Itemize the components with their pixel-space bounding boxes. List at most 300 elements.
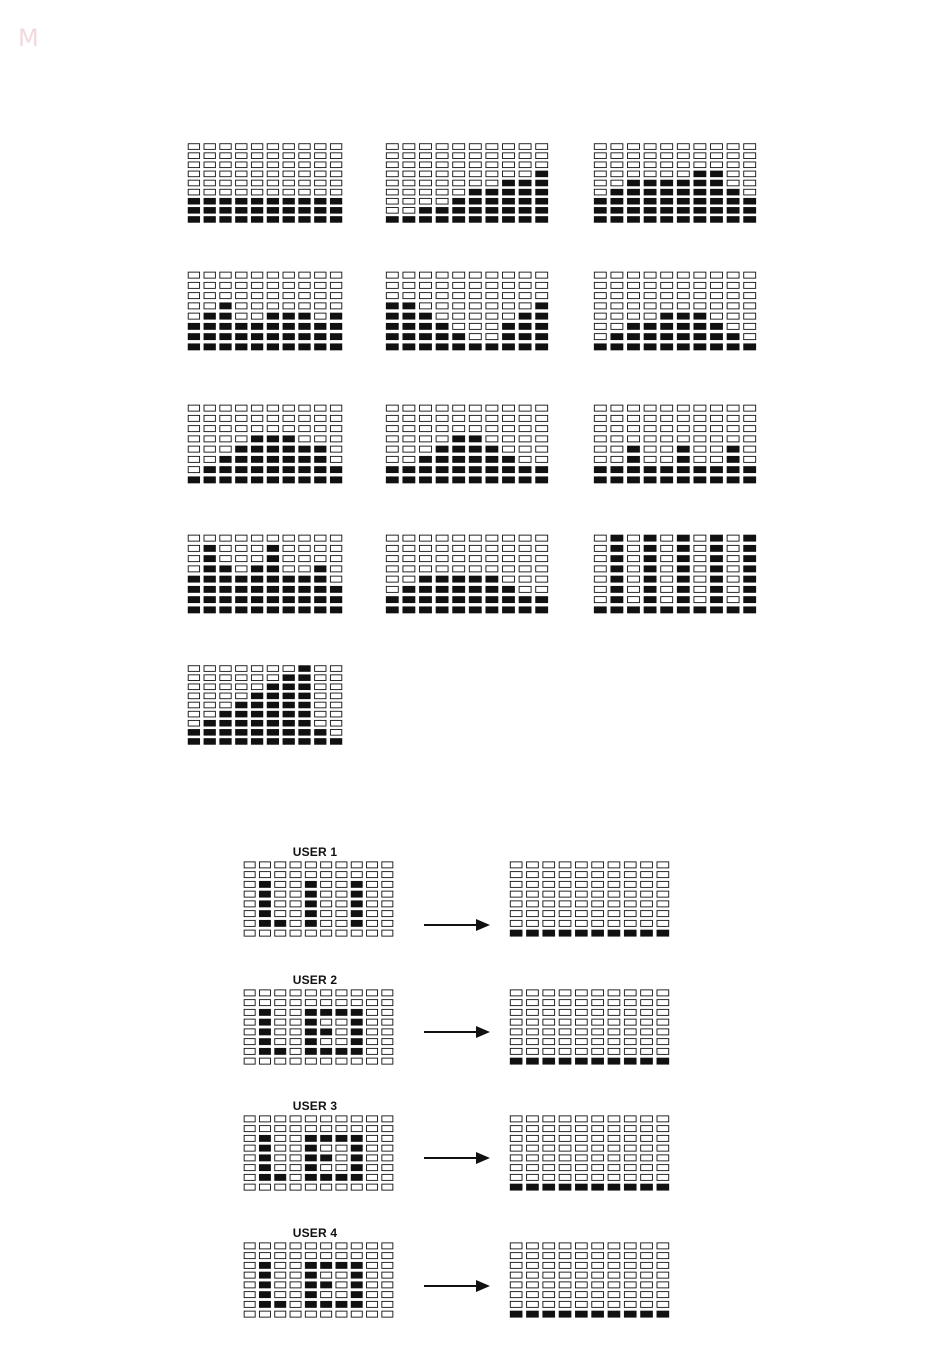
led-segment-off	[188, 313, 199, 319]
led-segment-on	[420, 586, 432, 592]
led-segment-off	[608, 1000, 620, 1006]
led-segment-off	[594, 153, 606, 159]
led-segment-on	[469, 198, 481, 204]
led-segment-off	[594, 535, 606, 541]
led-segment-on	[220, 198, 231, 204]
led-segment-on	[267, 456, 278, 462]
led-segment-on	[628, 198, 640, 204]
led-segment-on	[694, 607, 706, 613]
led-segment-on	[559, 1058, 571, 1064]
led-segment-on	[315, 730, 326, 736]
led-segment-off	[321, 930, 332, 936]
led-segment-off	[641, 1029, 653, 1035]
led-segment-off	[259, 930, 270, 936]
led-segment-off	[367, 1145, 378, 1151]
led-segment-off	[382, 1000, 393, 1006]
led-segment-off	[503, 576, 515, 582]
display-pattern-10	[186, 533, 344, 615]
led-segment-off	[592, 862, 604, 868]
led-segment-off	[543, 990, 555, 996]
led-segment-off	[321, 1039, 332, 1045]
led-segment-off	[543, 1301, 555, 1307]
led-segment-on	[188, 198, 199, 204]
led-segment-off	[420, 446, 432, 452]
led-segment-off	[543, 1029, 555, 1035]
led-segment-off	[594, 171, 606, 177]
led-segment-off	[220, 545, 231, 551]
led-segment-off	[283, 189, 294, 195]
led-segment-off	[559, 990, 571, 996]
led-segment-off	[386, 426, 398, 432]
led-segment-off	[503, 153, 515, 159]
led-segment-off	[336, 1058, 347, 1064]
led-segment-off	[403, 446, 415, 452]
led-segment-off	[661, 597, 673, 603]
led-segment-off	[657, 911, 669, 917]
led-segment-on	[251, 693, 262, 699]
led-segment-off	[236, 693, 247, 699]
led-segment-off	[661, 272, 673, 278]
led-segment-on	[711, 467, 723, 473]
led-segment-off	[575, 1155, 587, 1161]
led-segment-off	[367, 930, 378, 936]
led-segment-off	[275, 1155, 286, 1161]
led-segment-on	[204, 597, 215, 603]
led-segment-off	[251, 303, 262, 309]
led-segment-off	[744, 426, 756, 432]
led-segment-off	[204, 189, 215, 195]
led-segment-off	[275, 930, 286, 936]
led-segment-on	[315, 323, 326, 329]
led-segment-off	[510, 1019, 522, 1025]
led-segment-off	[575, 862, 587, 868]
led-segment-off	[283, 293, 294, 299]
led-segment-on	[386, 303, 398, 309]
led-segment-off	[315, 303, 326, 309]
led-segment-on	[188, 344, 199, 350]
led-segment-off	[330, 456, 341, 462]
led-segment-on	[321, 1282, 332, 1288]
led-segment-off	[188, 684, 199, 690]
led-segment-off	[536, 144, 548, 150]
led-segment-off	[321, 990, 332, 996]
led-grid	[508, 1241, 671, 1319]
led-segment-off	[744, 189, 756, 195]
led-segment-off	[661, 436, 673, 442]
led-segment-off	[436, 556, 448, 562]
led-segment-off	[236, 272, 247, 278]
led-segment-off	[575, 891, 587, 897]
led-segment-off	[382, 1058, 393, 1064]
led-segment-on	[657, 1184, 669, 1190]
led-segment-off	[486, 415, 498, 421]
led-segment-on	[575, 1311, 587, 1317]
led-segment-off	[628, 545, 640, 551]
led-segment-on	[305, 1262, 316, 1268]
led-segment-off	[469, 153, 481, 159]
led-segment-off	[641, 1272, 653, 1278]
led-segment-on	[744, 217, 756, 223]
led-segment-on	[536, 189, 548, 195]
led-segment-on	[624, 1311, 636, 1317]
led-segment-off	[283, 180, 294, 186]
led-segment-off	[244, 1272, 255, 1278]
led-segment-off	[608, 1243, 620, 1249]
led-segment-off	[559, 1135, 571, 1141]
led-segment-on	[259, 1262, 270, 1268]
led-segment-on	[657, 1058, 669, 1064]
led-segment-off	[188, 711, 199, 717]
led-segment-on	[267, 566, 278, 572]
led-segment-on	[503, 607, 515, 613]
led-segment-off	[592, 872, 604, 878]
led-segment-off	[403, 293, 415, 299]
led-segment-off	[543, 1262, 555, 1268]
led-segment-on	[536, 334, 548, 340]
led-segment-off	[386, 198, 398, 204]
led-segment-off	[744, 144, 756, 150]
led-segment-on	[711, 566, 723, 572]
led-segment-off	[727, 556, 739, 562]
led-segment-off	[503, 162, 515, 168]
led-segment-off	[453, 171, 465, 177]
led-segment-off	[624, 911, 636, 917]
led-segment-on	[236, 607, 247, 613]
led-segment-on	[283, 576, 294, 582]
led-segment-off	[259, 1058, 270, 1064]
led-segment-off	[510, 1048, 522, 1054]
led-segment-on	[259, 881, 270, 887]
led-segment-on	[644, 344, 656, 350]
led-segment-off	[527, 1292, 539, 1298]
led-segment-off	[527, 901, 539, 907]
led-segment-on	[236, 576, 247, 582]
led-segment-off	[527, 911, 539, 917]
led-segment-off	[386, 535, 398, 541]
led-segment-on	[305, 891, 316, 897]
led-segment-on	[420, 208, 432, 214]
led-segment-off	[611, 405, 623, 411]
led-segment-off	[594, 426, 606, 432]
led-segment-off	[744, 282, 756, 288]
led-segment-on	[536, 171, 548, 177]
led-segment-on	[677, 477, 689, 483]
led-segment-off	[594, 189, 606, 195]
led-segment-off	[251, 153, 262, 159]
led-segment-off	[503, 144, 515, 150]
led-segment-on	[644, 607, 656, 613]
led-segment-off	[290, 901, 301, 907]
led-segment-off	[220, 180, 231, 186]
led-segment-off	[382, 1029, 393, 1035]
led-segment-on	[259, 1135, 270, 1141]
led-segment-off	[283, 303, 294, 309]
led-segment-off	[351, 1243, 362, 1249]
led-segment-on	[628, 180, 640, 186]
led-segment-off	[321, 1184, 332, 1190]
led-segment-on	[283, 684, 294, 690]
led-segment-on	[611, 545, 623, 551]
led-segment-off	[628, 162, 640, 168]
led-segment-on	[694, 208, 706, 214]
led-segment-on	[536, 467, 548, 473]
led-segment-off	[305, 862, 316, 868]
led-segment-on	[677, 189, 689, 195]
led-segment-off	[330, 436, 341, 442]
led-segment-on	[611, 597, 623, 603]
led-segment-on	[386, 313, 398, 319]
led-segment-on	[677, 556, 689, 562]
led-segment-off	[641, 1282, 653, 1288]
led-segment-on	[711, 171, 723, 177]
led-segment-on	[220, 477, 231, 483]
led-segment-on	[315, 597, 326, 603]
led-segment-on	[299, 323, 310, 329]
led-segment-off	[367, 1126, 378, 1132]
user-2-before-grid	[242, 988, 395, 1066]
led-segment-off	[503, 171, 515, 177]
led-segment-off	[251, 162, 262, 168]
led-segment-off	[336, 911, 347, 917]
led-segment-off	[575, 1135, 587, 1141]
led-segment-off	[575, 901, 587, 907]
led-segment-off	[510, 1000, 522, 1006]
led-segment-off	[486, 405, 498, 411]
led-segment-on	[644, 586, 656, 592]
led-segment-off	[641, 1048, 653, 1054]
led-segment-off	[527, 872, 539, 878]
led-segment-off	[727, 180, 739, 186]
led-segment-on	[299, 684, 310, 690]
led-segment-off	[559, 911, 571, 917]
led-segment-on	[453, 436, 465, 442]
led-segment-off	[510, 1253, 522, 1259]
led-segment-off	[403, 436, 415, 442]
led-segment-off	[290, 1165, 301, 1171]
led-segment-off	[436, 313, 448, 319]
led-segment-off	[657, 1165, 669, 1171]
led-segment-off	[727, 545, 739, 551]
led-segment-on	[305, 1174, 316, 1180]
led-grid	[186, 403, 344, 485]
led-segment-off	[510, 1272, 522, 1278]
led-segment-off	[382, 1116, 393, 1122]
led-segment-off	[188, 282, 199, 288]
led-segment-on	[694, 171, 706, 177]
led-segment-off	[628, 576, 640, 582]
led-segment-off	[330, 711, 341, 717]
led-segment-off	[386, 293, 398, 299]
led-segment-off	[657, 1253, 669, 1259]
led-segment-on	[436, 607, 448, 613]
led-segment-off	[628, 586, 640, 592]
led-segment-on	[519, 313, 531, 319]
led-segment-off	[611, 436, 623, 442]
led-segment-off	[608, 1019, 620, 1025]
led-segment-off	[559, 1145, 571, 1151]
led-grid	[508, 1114, 671, 1192]
led-segment-off	[305, 1311, 316, 1317]
led-segment-on	[744, 576, 756, 582]
led-segment-on	[259, 1019, 270, 1025]
led-segment-on	[536, 303, 548, 309]
led-segment-on	[267, 344, 278, 350]
led-segment-off	[330, 684, 341, 690]
led-segment-off	[536, 272, 548, 278]
led-segment-off	[403, 405, 415, 411]
led-segment-on	[486, 217, 498, 223]
led-segment-on	[486, 344, 498, 350]
led-segment-off	[486, 303, 498, 309]
led-segment-off	[386, 153, 398, 159]
led-segment-off	[661, 446, 673, 452]
led-segment-off	[527, 1301, 539, 1307]
led-segment-on	[315, 566, 326, 572]
led-segment-off	[290, 1253, 301, 1259]
led-segment-off	[661, 426, 673, 432]
led-segment-off	[244, 1292, 255, 1298]
led-segment-on	[644, 323, 656, 329]
led-segment-off	[386, 282, 398, 288]
led-segment-on	[611, 477, 623, 483]
led-segment-on	[403, 586, 415, 592]
led-segment-off	[204, 293, 215, 299]
led-segment-off	[592, 1165, 604, 1171]
led-segment-off	[299, 282, 310, 288]
led-segment-off	[305, 1058, 316, 1064]
led-segment-off	[220, 693, 231, 699]
led-segment-on	[711, 576, 723, 582]
led-segment-off	[386, 272, 398, 278]
led-segment-off	[336, 1000, 347, 1006]
led-segment-off	[644, 293, 656, 299]
led-segment-off	[386, 586, 398, 592]
led-segment-on	[299, 693, 310, 699]
led-segment-off	[204, 535, 215, 541]
led-segment-off	[259, 1116, 270, 1122]
led-segment-off	[469, 272, 481, 278]
led-segment-on	[641, 1311, 653, 1317]
led-segment-on	[283, 693, 294, 699]
led-segment-off	[510, 1029, 522, 1035]
led-segment-off	[283, 535, 294, 541]
led-segment-off	[420, 293, 432, 299]
led-segment-on	[220, 313, 231, 319]
led-segment-on	[677, 198, 689, 204]
led-segment-off	[469, 171, 481, 177]
led-segment-on	[299, 711, 310, 717]
led-segment-off	[336, 1039, 347, 1045]
led-segment-off	[330, 153, 341, 159]
led-segment-off	[469, 556, 481, 562]
led-segment-off	[220, 702, 231, 708]
led-segment-off	[321, 1145, 332, 1151]
led-segment-off	[188, 405, 199, 411]
display-pattern-12	[592, 533, 758, 615]
led-segment-off	[519, 405, 531, 411]
led-segment-on	[275, 1048, 286, 1054]
led-segment-off	[661, 405, 673, 411]
led-segment-off	[727, 597, 739, 603]
led-segment-on	[321, 1155, 332, 1161]
led-segment-off	[367, 891, 378, 897]
led-segment-off	[315, 436, 326, 442]
led-segment-off	[315, 313, 326, 319]
led-segment-off	[657, 1272, 669, 1278]
led-segment-off	[661, 586, 673, 592]
led-segment-off	[592, 920, 604, 926]
led-segment-on	[305, 1135, 316, 1141]
led-segment-off	[330, 666, 341, 672]
led-segment-on	[267, 467, 278, 473]
led-segment-on	[486, 446, 498, 452]
led-segment-on	[351, 1029, 362, 1035]
led-segment-on	[503, 217, 515, 223]
led-segment-off	[744, 334, 756, 340]
led-segment-off	[299, 415, 310, 421]
led-segment-off	[220, 415, 231, 421]
led-segment-off	[244, 911, 255, 917]
led-grid	[384, 270, 550, 352]
led-segment-off	[436, 303, 448, 309]
led-segment-on	[267, 576, 278, 582]
led-segment-off	[624, 1019, 636, 1025]
led-segment-off	[275, 1116, 286, 1122]
led-segment-on	[259, 1301, 270, 1307]
led-segment-on	[188, 477, 199, 483]
led-segment-off	[543, 1126, 555, 1132]
led-segment-off	[677, 171, 689, 177]
led-segment-off	[382, 920, 393, 926]
led-segment-on	[220, 576, 231, 582]
led-segment-off	[486, 282, 498, 288]
led-segment-off	[188, 180, 199, 186]
led-segment-on	[543, 1184, 555, 1190]
led-segment-on	[236, 586, 247, 592]
led-segment-off	[236, 535, 247, 541]
display-pattern-8	[384, 403, 550, 485]
led-segment-on	[315, 198, 326, 204]
led-grid	[592, 142, 758, 224]
led-segment-on	[711, 189, 723, 195]
led-segment-off	[608, 1253, 620, 1259]
led-segment-on	[575, 1184, 587, 1190]
led-segment-off	[536, 556, 548, 562]
led-segment-off	[403, 180, 415, 186]
led-segment-on	[711, 208, 723, 214]
led-segment-off	[403, 566, 415, 572]
led-segment-off	[420, 535, 432, 541]
led-segment-off	[204, 702, 215, 708]
led-segment-off	[608, 1301, 620, 1307]
led-segment-on	[386, 323, 398, 329]
led-segment-off	[204, 171, 215, 177]
led-segment-off	[251, 282, 262, 288]
led-segment-on	[283, 446, 294, 452]
led-segment-on	[744, 586, 756, 592]
led-segment-off	[290, 1048, 301, 1054]
led-segment-off	[641, 872, 653, 878]
led-segment-off	[403, 545, 415, 551]
led-segment-off	[436, 272, 448, 278]
led-segment-off	[305, 1126, 316, 1132]
led-segment-on	[644, 467, 656, 473]
led-segment-off	[204, 415, 215, 421]
led-segment-off	[315, 545, 326, 551]
led-segment-off	[315, 556, 326, 562]
led-segment-on	[543, 1058, 555, 1064]
led-segment-off	[330, 535, 341, 541]
